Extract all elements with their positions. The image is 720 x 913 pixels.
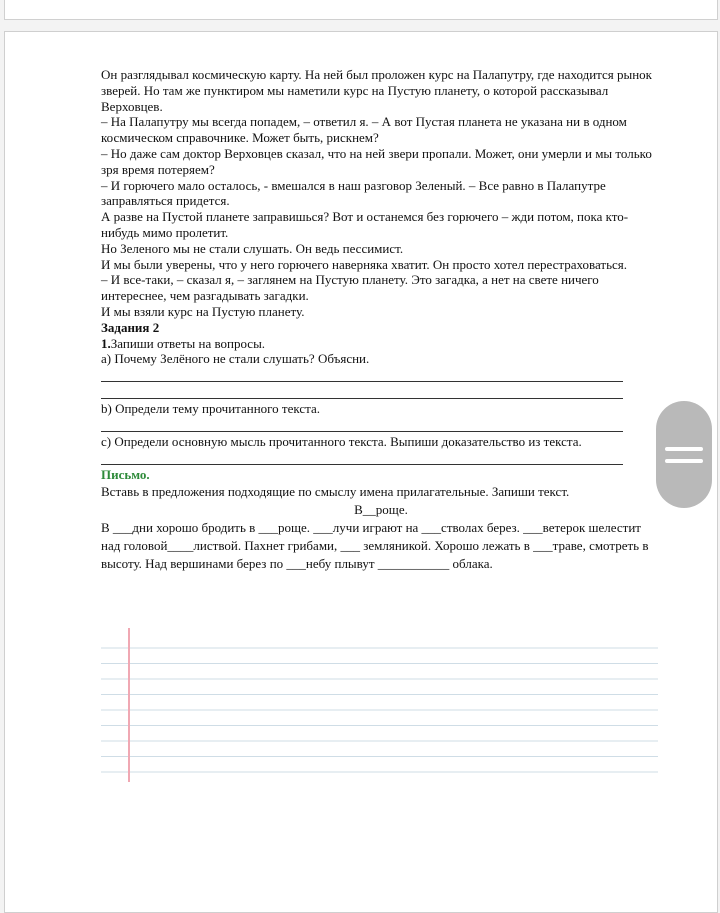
story-paragraph: И мы были уверены, что у него горючего наверняка хватит. Он просто хотел перестраховаться. [101,256,628,272]
answer-line [101,417,623,432]
tasks-heading: Задания 2 [101,319,160,335]
story-paragraph: – И все-таки, – сказал я, – заглянем на Пустую планету. Это загадка, а нет на свете ничего интереснее, чем разгадывать загадки. [101,272,599,304]
answer-line [101,384,623,399]
story-paragraph: И мы взяли курс на Пустую планету. [101,303,305,319]
notebook-margin-line [128,628,130,782]
letter-heading: Письмо. [101,466,150,482]
story-paragraph: – Но даже сам доктор Верховцев сказал, что на ней звери пропали. Может, они умерли и мы только зря время потеряем? [101,145,652,177]
document-content [101,67,661,573]
task-number: 1. [101,335,111,351]
notebook-lined-area [101,633,658,787]
scroll-handle[interactable] [656,401,712,508]
question-c: c) Определи основную мысль прочитанного текста. Выпиши доказательство из текста. [101,433,582,449]
story-paragraph: Он разглядывал космическую карту. На ней был проложен курс на Палапутру, где находится рынок зверей. Но там же пунктиром мы наметили курс на Пустую планету, о которой рассказывал Верховцев. [101,67,653,114]
handle-grip-line [665,447,703,451]
story-paragraph: Но Зеленого мы не стали слушать. Он ведь пессимист. [101,240,404,256]
question-a: а) Почему Зелёного не стали слушать? Объясни. [101,351,370,367]
letter-body: В ___дни хорошо бродить в ___роще. ___лучи играют на ___стволах берез. ___ветерок шелестит над головой____листвой. Пахнет грибами, ___ земляникой. Хорошо лежать в ___траве, смотреть в высоту. Над вершинами берез по ___небу плывут ___________ облака. [101,519,649,571]
previous-page-edge [4,0,718,20]
question-b: b) Определи тему прочитанного текста. [101,401,321,417]
story-paragraph: – И горючего мало осталось, - вмешался в наш разговор Зеленый. – Все равно в Палапутре заправляться придется. [101,177,606,209]
tasks-instruction [101,336,661,352]
letter-instruction: Вставь в предложения подходящие по смыслу имена прилагательные. Запиши текст. [101,483,570,499]
task-instruction-text: Запиши ответы на вопросы. [110,335,266,351]
story-paragraph: – На Палапутру мы всегда попадем, – ответил я. – А вот Пустая планета не указана ни в одном космическом справочнике. Может быть, рискнем? [101,114,627,146]
answer-line [101,367,623,382]
letter-title: В__роще. [354,501,408,517]
story-paragraph: А разве на Пустой планете заправишься? Вот и останемся без горючего – жди потом, пока кто-нибудь мимо пролетит. [101,209,629,240]
handle-grip-line [665,459,703,463]
answer-line [101,450,623,465]
